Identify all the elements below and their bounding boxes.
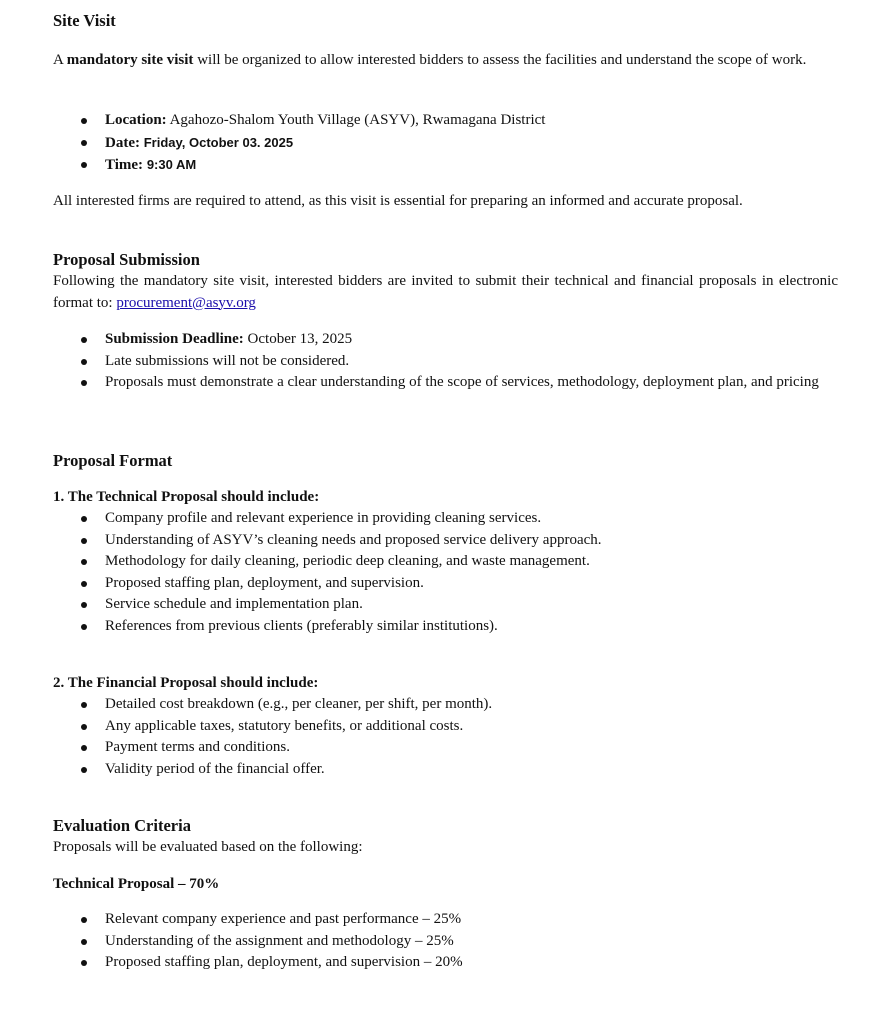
list-item: Understanding of the assignment and methodology – 25% — [53, 931, 838, 953]
technical-proposal-list — [53, 508, 838, 637]
evaluation-criteria-list — [53, 909, 838, 974]
list-item: Company profile and relevant experience in providing cleaning services. — [53, 508, 838, 530]
list-item: References from previous clients (preferably similar institutions). — [53, 616, 838, 638]
list-item: Proposed staffing plan, deployment, and supervision. — [53, 573, 838, 595]
list-item: Payment terms and conditions. — [53, 737, 838, 759]
date-value: Friday, October 03. 2025 — [143, 134, 294, 150]
list-item: Service schedule and implementation plan. — [53, 594, 838, 616]
list-item — [53, 132, 838, 155]
proposal-submission-intro — [53, 271, 838, 314]
mandatory-visit-emphasis: mandatory site visit — [66, 52, 194, 68]
list-item: Relevant company experience and past performance – 25% — [53, 909, 838, 931]
list-item: Late submissions will not be considered. — [53, 351, 838, 373]
list-item: Validity period of the financial offer. — [53, 759, 838, 781]
evaluation-intro: Proposals will be evaluated based on the following: — [53, 839, 363, 855]
procurement-email-link[interactable]: procurement@asyv.org — [116, 294, 256, 311]
list-item: Detailed cost breakdown (e.g., per cleaner, per shift, per month). — [53, 694, 838, 716]
intro-prefix: A — [53, 52, 67, 68]
list-item: Methodology for daily cleaning, periodic deep cleaning, and waste management. — [53, 551, 838, 573]
technical-weight-heading: Technical Proposal – 70% — [53, 876, 220, 892]
proposal-submission-heading: Proposal Submission — [53, 250, 200, 269]
financial-proposal-list — [53, 694, 838, 780]
location-label: Location: — [105, 112, 167, 128]
list-item: Understanding of ASYV’s cleaning needs and proposed service delivery approach. — [53, 530, 838, 552]
time-value: 9:30 AM — [146, 157, 197, 172]
list-item — [53, 329, 838, 351]
site-visit-closing: All interested firms are required to attend, as this visit is essential for preparing an informed and accurate proposal. — [53, 193, 743, 209]
submission-details-list — [53, 329, 838, 394]
site-visit-intro — [53, 50, 838, 72]
location-value: Agahozo-Shalom Youth Village (ASYV), Rwamagana District — [166, 112, 546, 128]
list-item: Proposed staffing plan, deployment, and supervision – 20% — [53, 952, 838, 974]
technical-proposal-subheading: 1. The Technical Proposal should include: — [53, 489, 320, 505]
date-label: Date: — [105, 134, 140, 151]
proposal-format-heading: Proposal Format — [53, 451, 173, 470]
list-item — [53, 154, 838, 177]
evaluation-criteria-heading: Evaluation Criteria — [53, 816, 191, 835]
list-item — [53, 110, 838, 132]
site-visit-heading: Site Visit — [53, 11, 116, 30]
deadline-value: October 13, 2025 — [243, 331, 353, 347]
deadline-label: Submission Deadline: — [105, 331, 244, 347]
financial-proposal-subheading: 2. The Financial Proposal should include: — [53, 675, 319, 691]
list-item: Any applicable taxes, statutory benefits, or additional costs. — [53, 716, 838, 738]
time-label: Time: — [105, 157, 144, 173]
intro-suffix: will be organized to allow interested bidders to assess the facilities and understand the scope of work. — [193, 52, 807, 68]
list-item: Proposals must demonstrate a clear understanding of the scope of services, methodology, deployment plan, and pricing — [53, 372, 838, 394]
submission-intro-text: Following the mandatory site visit, interested bidders are invited to submit their technical and financial proposals in electronic format to: — [53, 273, 838, 311]
site-visit-details-list — [53, 110, 838, 177]
